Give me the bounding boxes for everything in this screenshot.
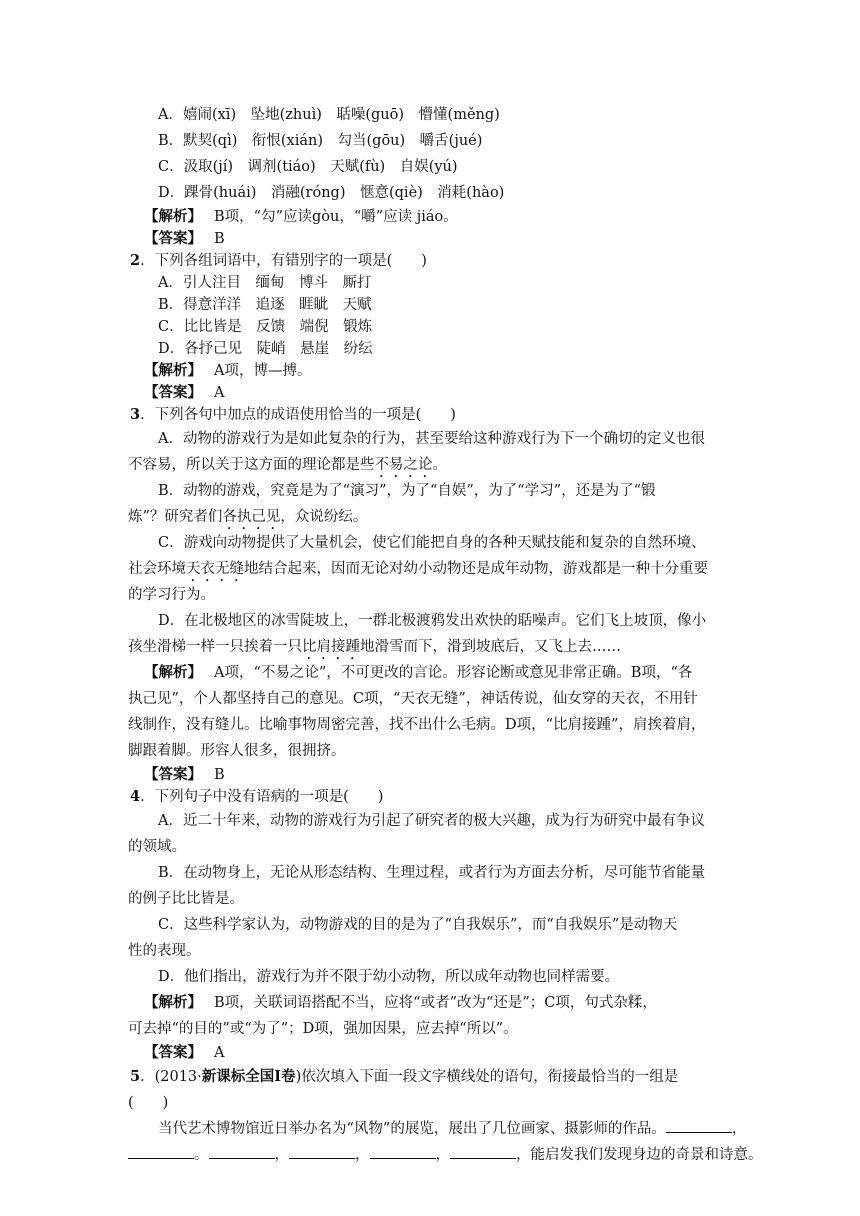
q5-passage-ending: ，能启发我们发现身边的奇景和诗意。 xyxy=(516,1147,763,1163)
q3-stem-text: ．下列各句中加点的成语使用恰当的一项是( ) xyxy=(140,407,456,423)
q4-option-a-line2: 的领域。 xyxy=(128,839,186,855)
q3-b-dotted-idiom: 各执己见 xyxy=(222,509,281,525)
q3-answer-value: B xyxy=(214,767,225,783)
q3-c2-text: 社会环境 xyxy=(128,561,186,577)
q4-stem-text: ．下列句子中没有语病的一项是( ) xyxy=(140,789,384,805)
fill-blank-3[interactable] xyxy=(209,1144,275,1159)
q1-option-a: A．嬉闹(xī) 坠地(zhuì) 聒噪(guō) 懵懂(měng) xyxy=(158,107,500,123)
q5-passage-text: 当代艺术博物馆近日举办名为“风物”的展览，展出了几位画家、摄影师的作品。 xyxy=(158,1121,666,1137)
q4-number: 4 xyxy=(130,788,141,805)
q5-answer-paren: ( ) xyxy=(128,1095,169,1111)
q5-number: 5 xyxy=(130,1068,141,1085)
q3-d-dotted-idiom: 比肩接踵 xyxy=(302,639,360,655)
q3-c2-tail: 地结合起来，因而无论对幼小动物还是成年动物，游戏都是一种十分重要 xyxy=(244,561,708,577)
q2-stem xyxy=(128,250,738,272)
q3-stem xyxy=(128,404,738,426)
q4-analysis-text-1: B项，关联词语搭配不当，应将“或者”改为“还是”；C项，句式杂糅， xyxy=(214,995,657,1011)
fill-blank-4[interactable] xyxy=(289,1144,355,1159)
fill-blank-1[interactable] xyxy=(666,1118,732,1133)
q5-stem xyxy=(128,1064,738,1090)
q3-d2-tail: 地滑雪而下，滑到坡底后，又飞上去…… xyxy=(360,639,621,655)
analysis-label: 【解析】 xyxy=(144,664,202,681)
q2-answer-value: A xyxy=(214,385,225,401)
q3-number: 3 xyxy=(130,406,141,423)
q2-stem-text: ．下列各组词语中，有错别字的一项是( ) xyxy=(140,253,427,269)
q3-a2-text: 不容易，所以关于这方面的理论都是些 xyxy=(128,457,375,473)
q3-analysis-line4: 脚跟着脚。形容人很多，很拥挤。 xyxy=(128,743,346,759)
punct: ， xyxy=(435,1147,450,1163)
q3-option-b-line1: B．动物的游戏，究竟是为了“演习”，为了“自娱”，为了“学习”，还是为了“锻 xyxy=(158,483,656,499)
answer-label: 【答案】 xyxy=(144,384,202,401)
q2-number: 2 xyxy=(130,252,141,269)
punct: ， xyxy=(731,1121,747,1137)
exercise-content xyxy=(128,102,763,1168)
q1-option-b: B．默契(qì) 衔恨(xián) 勾当(gōu) 嚼舌(jué) xyxy=(158,133,483,149)
q4-analysis-line1 xyxy=(128,990,738,1016)
q3-d2-text: 孩坐滑梯一样一只挨着一只 xyxy=(128,639,302,655)
q3-option-c-line2 xyxy=(128,556,738,582)
punct: ， xyxy=(274,1147,289,1163)
q5-source-exam: 新课标全国Ⅰ卷 xyxy=(201,1068,296,1085)
q3-option-b-line2 xyxy=(128,504,738,530)
q1-answer-value: B xyxy=(214,231,225,247)
q4-answer-value: A xyxy=(214,1045,225,1061)
q3-option-c-line1: C．游戏向动物提供了大量机会，使它们能把自身的各种天赋技能和复杂的自然环境、 xyxy=(158,535,706,551)
q4-option-b-line2: 的例子比比皆是。 xyxy=(128,891,244,907)
q2-answer xyxy=(128,382,738,404)
q5-source-prefix: ．(2013· xyxy=(140,1069,202,1085)
q3-option-a-line2 xyxy=(128,452,738,478)
fill-blank-5[interactable] xyxy=(370,1144,436,1159)
q1-answer xyxy=(128,228,738,250)
q4-option-a-line1: A．近二十年来，动物的游戏行为引起了研究者的极大兴趣，成为行为研究中最有争议 xyxy=(158,813,705,829)
answer-label: 【答案】 xyxy=(144,1044,202,1061)
q5-passage-line2 xyxy=(128,1142,763,1168)
punct: ， xyxy=(355,1147,370,1163)
q2-analysis-text: A项，博—搏。 xyxy=(214,363,312,379)
q4-stem xyxy=(128,786,738,808)
q3-option-d-line1: D．在北极地区的冰雪陡坡上，一群北极渡鸦发出欢快的聒噪声。它们飞上坡顶，像小 xyxy=(158,613,707,629)
fill-blank-6[interactable] xyxy=(450,1144,516,1159)
fill-blank-2[interactable] xyxy=(128,1144,194,1159)
q2-option-a: A．引人注目 缅甸 博斗 厮打 xyxy=(158,275,372,291)
q3-option-a-line1: A．动物的游戏行为是如此复杂的行为，甚至要给这种游戏行为下一个确切的定义也很 xyxy=(158,431,705,447)
q5-passage-line1 xyxy=(128,1116,747,1142)
q2-option-d: D．各抒己见 陡峭 悬崖 纷纭 xyxy=(158,341,373,357)
analysis-label: 【解析】 xyxy=(144,208,202,225)
answer-label: 【答案】 xyxy=(144,230,202,247)
q3-a-dotted-idiom: 不易之论 xyxy=(374,457,433,473)
q4-option-c-line1: C．这些科学家认为，动物游戏的目的是为了“自我娱乐”，而“自我娱乐”是动物天 xyxy=(158,917,678,933)
q1-analysis-text: B项，“勾”应读gòu，“嚼”应读 jiáo。 xyxy=(214,209,458,225)
q5-stem-text: )依次填入下面一段文字横线处的语句，衔接最恰当的一组是 xyxy=(295,1069,679,1085)
q2-analysis xyxy=(128,360,738,382)
q3-a2-tail: 。 xyxy=(432,457,447,473)
answer-label: 【答案】 xyxy=(144,766,202,783)
q3-b2-tail: ，众说纷纭。 xyxy=(280,509,368,525)
q3-analysis-line3: 线制作，没有缝儿。比喻事物周密完善，找不出什么毛病。D项，“比肩接踵”，肩挨着肩， xyxy=(128,717,706,733)
q3-option-c-line3: 的学习行为。 xyxy=(128,587,215,603)
q3-option-d-line2 xyxy=(128,634,738,660)
q4-option-b-line1: B．在动物身上，无论从形态结构、生理过程，或者行为方面去分析，尽可能节省能量 xyxy=(158,865,706,881)
q1-option-d: D．踝骨(huái) 消融(róng) 惬意(qiè) 消耗(hào) xyxy=(158,185,505,201)
q3-c-dotted-idiom: 天衣无缝 xyxy=(186,561,244,577)
q4-analysis-line2: 可去掉“的目的”或“为了”；D项，强加因果，应去掉“所以”。 xyxy=(128,1021,518,1037)
q3-analysis-line2: 执己见”，个人都坚持自己的意见。C项，“天衣无缝”，神话传说，仙女穿的天衣，不用针 xyxy=(128,691,698,707)
q3-analysis-line1 xyxy=(128,660,738,686)
punct: 。 xyxy=(194,1147,209,1163)
q4-option-c-line2: 性的表现。 xyxy=(128,943,201,959)
analysis-label: 【解析】 xyxy=(144,994,202,1011)
q1-analysis xyxy=(128,206,738,228)
q4-option-d: D．他们指出，游戏行为并不限于幼小动物，所以成年动物也同样需要。 xyxy=(158,969,620,985)
q2-option-c: C．比比皆是 反馈 端倪 锻炼 xyxy=(158,319,373,335)
q4-answer xyxy=(128,1042,738,1064)
q3-analysis-text-1: A项，“不易之论”，不可更改的言论。形容论断或意见非常正确。B项，“各 xyxy=(214,665,693,681)
q1-option-c: C．汲取(jí) 调剂(tiáo) 天赋(fù) 自娱(yú) xyxy=(158,159,458,175)
analysis-label: 【解析】 xyxy=(144,362,202,379)
q3-answer xyxy=(128,764,738,786)
q3-b2-text: 炼”？研究者们 xyxy=(128,509,223,525)
q2-option-b: B．得意洋洋 追逐 睚眦 天赋 xyxy=(158,297,372,313)
